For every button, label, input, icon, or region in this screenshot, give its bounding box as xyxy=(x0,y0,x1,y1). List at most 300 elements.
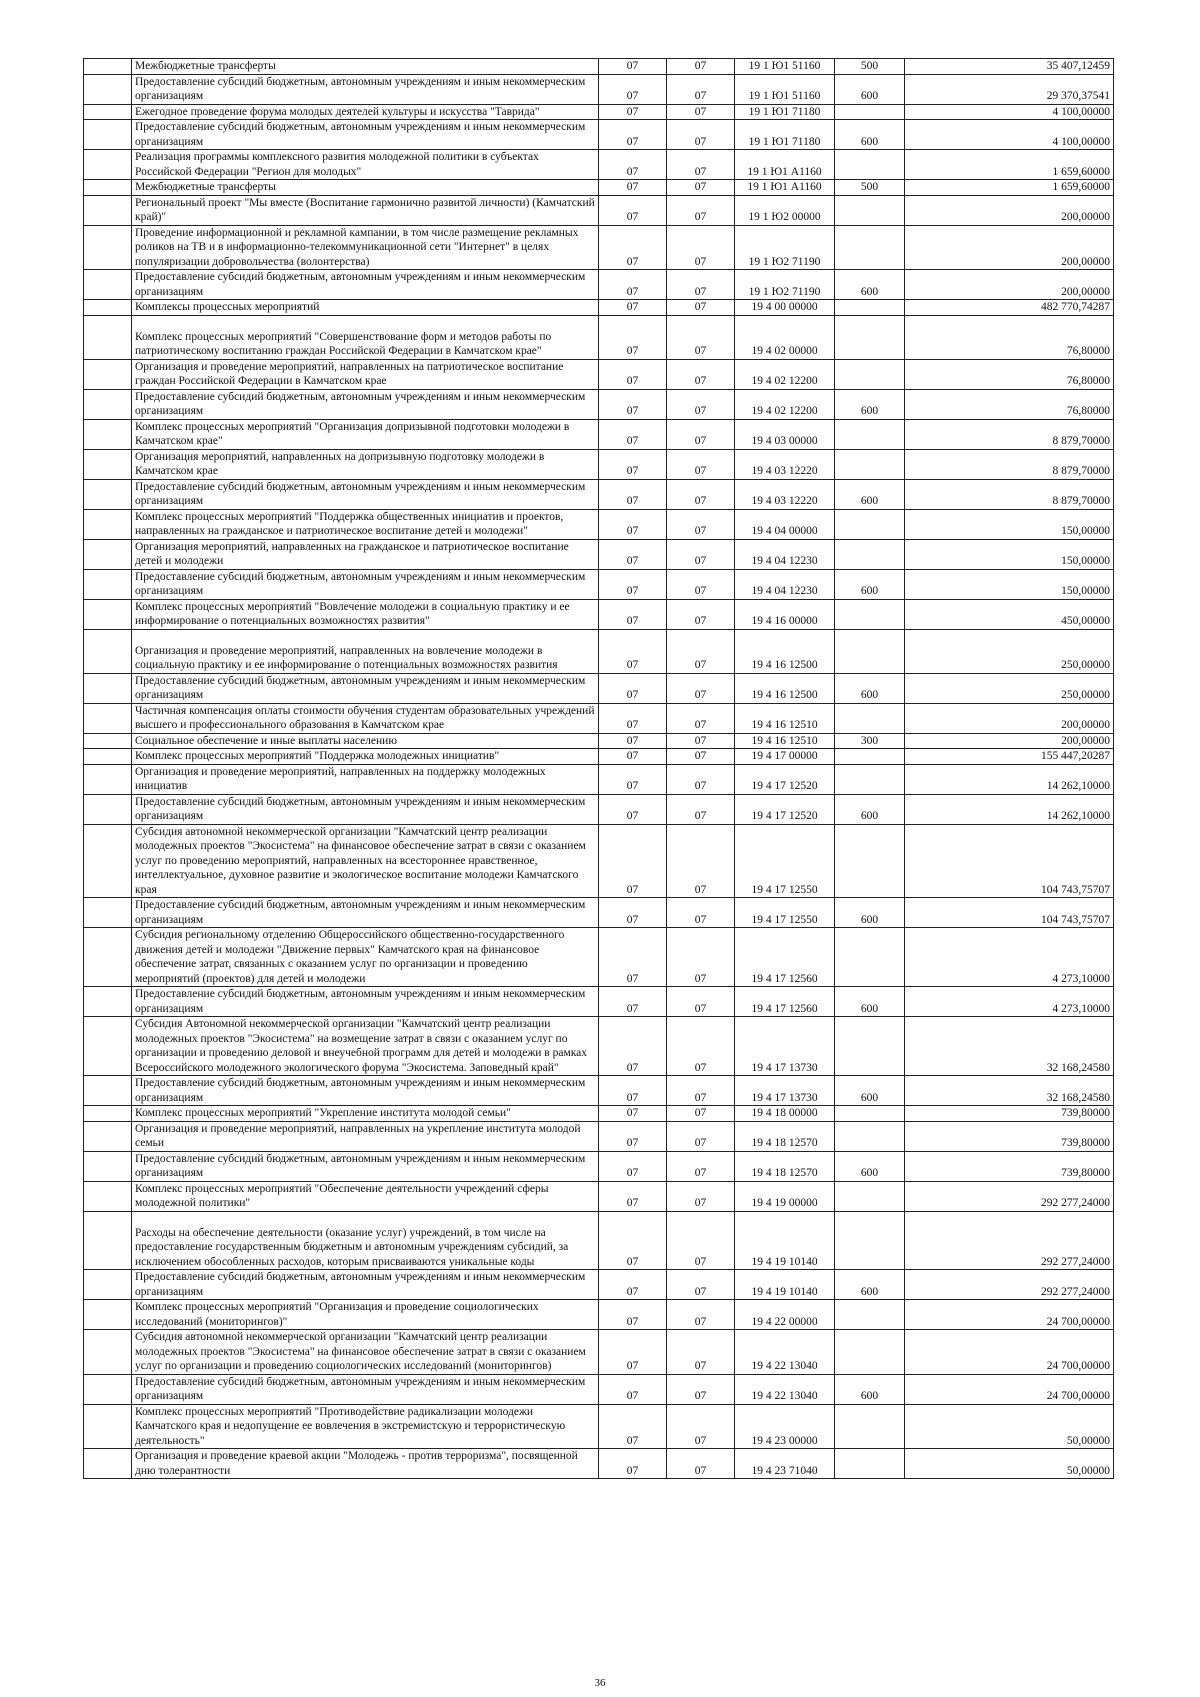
row-amount-cell: 4 100,00000 xyxy=(905,104,1114,120)
row-section-cell: 07 xyxy=(599,1404,667,1449)
row-blank-cell xyxy=(84,749,132,765)
row-expense-type-cell xyxy=(835,300,905,316)
row-amount-cell: 4 100,00000 xyxy=(905,120,1114,150)
table-row xyxy=(84,479,1114,509)
row-expense-type-cell xyxy=(835,1121,905,1151)
row-target-article-cell: 19 4 04 00000 xyxy=(735,509,835,539)
table-row xyxy=(84,300,1114,316)
row-name-cell: Предоставление субсидий бюджетным, автономным учреждениям и иным некоммерческим организациям xyxy=(132,270,599,300)
table-row xyxy=(84,270,1114,300)
row-blank-cell xyxy=(84,509,132,539)
row-subsection-cell: 07 xyxy=(667,764,735,794)
row-target-article-cell: 19 4 23 00000 xyxy=(735,1404,835,1449)
row-section-cell: 07 xyxy=(599,180,667,196)
row-section-cell: 07 xyxy=(599,794,667,824)
row-name-cell: Комплекс процессных мероприятий "Поддержка молодежных инициатив" xyxy=(132,749,599,765)
row-subsection-cell: 07 xyxy=(667,599,735,629)
row-subsection-cell: 07 xyxy=(667,928,735,987)
row-subsection-cell: 07 xyxy=(667,225,735,270)
row-subsection-cell: 07 xyxy=(667,898,735,928)
row-section-cell: 07 xyxy=(599,359,667,389)
row-blank-cell xyxy=(84,1151,132,1181)
row-amount-cell: 482 770,74287 xyxy=(905,300,1114,316)
row-section-cell: 07 xyxy=(599,150,667,180)
row-amount-cell: 292 277,24000 xyxy=(905,1211,1114,1270)
row-section-cell: 07 xyxy=(599,629,667,673)
table-row xyxy=(84,150,1114,180)
row-name-cell: Предоставление субсидий бюджетным, автономным учреждениям и иным некоммерческим организациям xyxy=(132,1151,599,1181)
row-target-article-cell: 19 4 17 12560 xyxy=(735,987,835,1017)
row-section-cell: 07 xyxy=(599,1300,667,1330)
row-subsection-cell: 07 xyxy=(667,1404,735,1449)
row-blank-cell xyxy=(84,180,132,196)
table-row xyxy=(84,733,1114,749)
row-amount-cell: 24 700,00000 xyxy=(905,1300,1114,1330)
row-expense-type-cell xyxy=(835,195,905,225)
table-row xyxy=(84,195,1114,225)
row-subsection-cell: 07 xyxy=(667,539,735,569)
row-blank-cell xyxy=(84,59,132,75)
row-expense-type-cell xyxy=(835,150,905,180)
row-target-article-cell: 19 4 22 13040 xyxy=(735,1374,835,1404)
row-name-cell: Социальное обеспечение и иные выплаты населению xyxy=(132,733,599,749)
row-target-article-cell: 19 4 19 10140 xyxy=(735,1211,835,1270)
budget-table xyxy=(83,58,1114,1479)
row-name-cell: Субсидия автономной некоммерческой организации "Камчатский центр реализации молодежных проектов "Экосистема" на финансовое обеспечение затрат в связи с оказанием услуг по проведению мероприятий, направленных на всестороннее нравственное, интеллектуальное, духовное развитие и экологическое воспитание молодежи Камчатского края xyxy=(132,824,599,898)
table-row xyxy=(84,1121,1114,1151)
row-name-cell: Предоставление субсидий бюджетным, автономным учреждениям и иным некоммерческим организациям xyxy=(132,74,599,104)
row-amount-cell: 24 700,00000 xyxy=(905,1330,1114,1375)
row-name-cell: Организация и проведение мероприятий, направленных на поддержку молодежных инициатив xyxy=(132,764,599,794)
table-row xyxy=(84,180,1114,196)
row-expense-type-cell xyxy=(835,539,905,569)
row-name-cell: Предоставление субсидий бюджетным, автономным учреждениям и иным некоммерческим организациям xyxy=(132,569,599,599)
row-section-cell: 07 xyxy=(599,195,667,225)
row-section-cell: 07 xyxy=(599,449,667,479)
row-section-cell: 07 xyxy=(599,824,667,898)
row-subsection-cell: 07 xyxy=(667,315,735,359)
row-target-article-cell: 19 4 03 12220 xyxy=(735,449,835,479)
row-name-cell: Комплекс процессных мероприятий "Совершенствование форм и методов работы по патриотическому воспитанию граждан Российской Федерации в Камчатском крае" xyxy=(132,315,599,359)
row-blank-cell xyxy=(84,673,132,703)
row-expense-type-cell: 600 xyxy=(835,1374,905,1404)
row-subsection-cell: 07 xyxy=(667,300,735,316)
table-row xyxy=(84,987,1114,1017)
row-name-cell: Субсидия автономной некоммерческой организации "Камчатский центр реализации молодежных проектов "Экосистема" на финансовое обеспечение затрат в связи с оказанием услуг по организации и проведению социологических исследований (мониторингов) xyxy=(132,1330,599,1375)
row-amount-cell: 14 262,10000 xyxy=(905,794,1114,824)
row-target-article-cell: 19 4 04 12230 xyxy=(735,569,835,599)
row-name-cell: Предоставление субсидий бюджетным, автономным учреждениям и иным некоммерческим организациям xyxy=(132,673,599,703)
row-subsection-cell: 07 xyxy=(667,1017,735,1076)
row-expense-type-cell xyxy=(835,104,905,120)
table-row xyxy=(84,1106,1114,1122)
row-subsection-cell: 07 xyxy=(667,270,735,300)
row-target-article-cell: 19 4 18 12570 xyxy=(735,1121,835,1151)
row-target-article-cell: 19 4 18 00000 xyxy=(735,1106,835,1122)
row-subsection-cell: 07 xyxy=(667,1374,735,1404)
table-row xyxy=(84,509,1114,539)
row-expense-type-cell xyxy=(835,225,905,270)
row-target-article-cell: 19 4 22 00000 xyxy=(735,1300,835,1330)
table-row xyxy=(84,419,1114,449)
table-row xyxy=(84,794,1114,824)
row-amount-cell: 150,00000 xyxy=(905,569,1114,599)
row-amount-cell: 150,00000 xyxy=(905,509,1114,539)
row-subsection-cell: 07 xyxy=(667,629,735,673)
row-expense-type-cell: 600 xyxy=(835,987,905,1017)
row-section-cell: 07 xyxy=(599,987,667,1017)
row-name-cell: Межбюджетные трансферты xyxy=(132,180,599,196)
row-expense-type-cell: 600 xyxy=(835,673,905,703)
row-name-cell: Организация и проведение мероприятий, направленных на укрепление института молодой семьи xyxy=(132,1121,599,1151)
row-amount-cell: 50,00000 xyxy=(905,1449,1114,1479)
row-target-article-cell: 19 4 16 12510 xyxy=(735,733,835,749)
row-name-cell: Организация и проведение мероприятий, направленных на вовлечение молодежи в социальную практику и ее информирование о потенциальных возможностях развития xyxy=(132,629,599,673)
row-subsection-cell: 07 xyxy=(667,569,735,599)
row-subsection-cell: 07 xyxy=(667,195,735,225)
row-subsection-cell: 07 xyxy=(667,1270,735,1300)
row-subsection-cell: 07 xyxy=(667,509,735,539)
table-row xyxy=(84,74,1114,104)
row-amount-cell: 14 262,10000 xyxy=(905,764,1114,794)
row-amount-cell: 32 168,24580 xyxy=(905,1076,1114,1106)
table-row xyxy=(84,824,1114,898)
row-name-cell: Организация и проведение краевой акции "Молодежь - против терроризма", посвященной дню толерантности xyxy=(132,1449,599,1479)
row-blank-cell xyxy=(84,479,132,509)
row-subsection-cell: 07 xyxy=(667,1211,735,1270)
row-blank-cell xyxy=(84,300,132,316)
row-section-cell: 07 xyxy=(599,928,667,987)
page-number: 36 xyxy=(594,1677,606,1689)
row-subsection-cell: 07 xyxy=(667,120,735,150)
table-row xyxy=(84,225,1114,270)
table-row xyxy=(84,1374,1114,1404)
row-target-article-cell: 19 4 03 12220 xyxy=(735,479,835,509)
row-expense-type-cell xyxy=(835,315,905,359)
row-section-cell: 07 xyxy=(599,120,667,150)
row-name-cell: Предоставление субсидий бюджетным, автономным учреждениям и иным некоммерческим организациям xyxy=(132,794,599,824)
row-name-cell: Организация мероприятий, направленных на гражданское и патриотическое воспитание детей и молодежи xyxy=(132,539,599,569)
row-name-cell: Предоставление субсидий бюджетным, автономным учреждениям и иным некоммерческим организациям xyxy=(132,987,599,1017)
row-amount-cell: 292 277,24000 xyxy=(905,1181,1114,1211)
row-section-cell: 07 xyxy=(599,419,667,449)
row-name-cell: Региональный проект "Мы вместе (Воспитание гармонично развитой личности) (Камчатский край)" xyxy=(132,195,599,225)
table-row xyxy=(84,1017,1114,1076)
row-expense-type-cell xyxy=(835,1300,905,1330)
row-amount-cell: 292 277,24000 xyxy=(905,1270,1114,1300)
row-expense-type-cell: 600 xyxy=(835,1076,905,1106)
table-row xyxy=(84,1270,1114,1300)
row-name-cell: Межбюджетные трансферты xyxy=(132,59,599,75)
row-blank-cell xyxy=(84,987,132,1017)
row-blank-cell xyxy=(84,1106,132,1122)
row-name-cell: Комплекс процессных мероприятий "Поддержка общественных инициатив и проектов, направленных на гражданское и патриотическое воспитание детей и молодежи" xyxy=(132,509,599,539)
row-section-cell: 07 xyxy=(599,733,667,749)
table-row xyxy=(84,1211,1114,1270)
row-subsection-cell: 07 xyxy=(667,479,735,509)
row-expense-type-cell: 600 xyxy=(835,120,905,150)
row-subsection-cell: 07 xyxy=(667,673,735,703)
row-amount-cell: 8 879,70000 xyxy=(905,479,1114,509)
row-blank-cell xyxy=(84,1121,132,1151)
row-section-cell: 07 xyxy=(599,104,667,120)
row-section-cell: 07 xyxy=(599,749,667,765)
row-target-article-cell: 19 4 17 12560 xyxy=(735,928,835,987)
row-amount-cell: 739,80000 xyxy=(905,1106,1114,1122)
table-row xyxy=(84,1151,1114,1181)
row-blank-cell xyxy=(84,389,132,419)
row-subsection-cell: 07 xyxy=(667,1121,735,1151)
row-name-cell: Организация и проведение мероприятий, направленных на патриотическое воспитание граждан Российской Федерации в Камчатском крае xyxy=(132,359,599,389)
table-row xyxy=(84,59,1114,75)
row-target-article-cell: 19 4 17 13730 xyxy=(735,1017,835,1076)
row-expense-type-cell xyxy=(835,1106,905,1122)
row-expense-type-cell xyxy=(835,1330,905,1375)
row-subsection-cell: 07 xyxy=(667,59,735,75)
row-amount-cell: 200,00000 xyxy=(905,225,1114,270)
table-row xyxy=(84,1330,1114,1375)
row-amount-cell: 8 879,70000 xyxy=(905,419,1114,449)
table-row xyxy=(84,104,1114,120)
row-blank-cell xyxy=(84,569,132,599)
row-target-article-cell: 19 4 16 00000 xyxy=(735,599,835,629)
row-blank-cell xyxy=(84,1017,132,1076)
row-name-cell: Комплекс процессных мероприятий "Противодействие радикализации молодежи Камчатского края и недопущение ее вовлечения в экстремистскую и террористическую деятельность" xyxy=(132,1404,599,1449)
row-name-cell: Проведение информационной и рекламной кампании, в том числе размещение рекламных роликов на ТВ и в информационно-телекоммуникационной сети "Интернет" в целях популяризации добровольчества (волонтерства) xyxy=(132,225,599,270)
row-section-cell: 07 xyxy=(599,315,667,359)
row-target-article-cell: 19 4 16 12500 xyxy=(735,673,835,703)
row-subsection-cell: 07 xyxy=(667,703,735,733)
row-blank-cell xyxy=(84,824,132,898)
row-target-article-cell: 19 4 02 12200 xyxy=(735,359,835,389)
row-name-cell: Предоставление субсидий бюджетным, автономным учреждениям и иным некоммерческим организациям xyxy=(132,1270,599,1300)
row-name-cell: Предоставление субсидий бюджетным, автономным учреждениям и иным некоммерческим организациям xyxy=(132,389,599,419)
row-section-cell: 07 xyxy=(599,1449,667,1479)
row-name-cell: Комплекс процессных мероприятий "Организация и проведение социологических исследований (мониторингов)" xyxy=(132,1300,599,1330)
row-subsection-cell: 07 xyxy=(667,1151,735,1181)
row-subsection-cell: 07 xyxy=(667,749,735,765)
table-row xyxy=(84,315,1114,359)
row-amount-cell: 4 273,10000 xyxy=(905,987,1114,1017)
row-section-cell: 07 xyxy=(599,1181,667,1211)
row-blank-cell xyxy=(84,104,132,120)
table-row xyxy=(84,749,1114,765)
row-amount-cell: 1 659,60000 xyxy=(905,180,1114,196)
row-name-cell: Организация мероприятий, направленных на допризывную подготовку молодежи в Камчатском крае xyxy=(132,449,599,479)
row-target-article-cell: 19 1 Ю1 51160 xyxy=(735,59,835,75)
row-target-article-cell: 19 1 Ю1 71180 xyxy=(735,120,835,150)
row-target-article-cell: 19 4 22 13040 xyxy=(735,1330,835,1375)
row-amount-cell: 50,00000 xyxy=(905,1404,1114,1449)
row-blank-cell xyxy=(84,195,132,225)
table-row xyxy=(84,703,1114,733)
table-row xyxy=(84,1449,1114,1479)
row-name-cell: Предоставление субсидий бюджетным, автономным учреждениям и иным некоммерческим организациям xyxy=(132,479,599,509)
row-name-cell: Субсидия региональному отделению Общероссийского общественно-государственного движения детей и молодежи "Движение первых" Камчатского края на финансовое обеспечение затрат, связанных с оказанием услуг по организации и проведению мероприятий (проектов) для детей и молодежи xyxy=(132,928,599,987)
row-amount-cell: 76,80000 xyxy=(905,359,1114,389)
row-name-cell: Комплексы процессных мероприятий xyxy=(132,300,599,316)
row-expense-type-cell: 600 xyxy=(835,479,905,509)
row-blank-cell xyxy=(84,120,132,150)
row-amount-cell: 8 879,70000 xyxy=(905,449,1114,479)
row-name-cell: Ежегодное проведение форума молодых деятелей культуры и искусства "Таврида" xyxy=(132,104,599,120)
row-expense-type-cell xyxy=(835,764,905,794)
table-row xyxy=(84,764,1114,794)
row-expense-type-cell xyxy=(835,928,905,987)
row-amount-cell: 104 743,75707 xyxy=(905,898,1114,928)
table-row xyxy=(84,1076,1114,1106)
row-target-article-cell: 19 1 Ю1 51160 xyxy=(735,74,835,104)
row-section-cell: 07 xyxy=(599,1211,667,1270)
row-section-cell: 07 xyxy=(599,898,667,928)
row-blank-cell xyxy=(84,1211,132,1270)
table-row xyxy=(84,569,1114,599)
row-amount-cell: 29 370,37541 xyxy=(905,74,1114,104)
row-amount-cell: 200,00000 xyxy=(905,195,1114,225)
row-subsection-cell: 07 xyxy=(667,150,735,180)
row-blank-cell xyxy=(84,150,132,180)
row-section-cell: 07 xyxy=(599,1374,667,1404)
row-expense-type-cell: 600 xyxy=(835,794,905,824)
row-section-cell: 07 xyxy=(599,1270,667,1300)
row-target-article-cell: 19 1 Ю1 А1160 xyxy=(735,180,835,196)
table-row xyxy=(84,629,1114,673)
row-name-cell: Субсидия Автономной некоммерческой организации "Камчатский центр реализации молодежных проектов "Экосистема" на возмещение затрат в связи с оказанием услуг по организации и проведению деловой и внеучебной программ для детей и молодежи в рамках Всероссийского молодежного экологического форума "Экосистема. Заповедный край" xyxy=(132,1017,599,1076)
row-amount-cell: 32 168,24580 xyxy=(905,1017,1114,1076)
row-expense-type-cell xyxy=(835,599,905,629)
row-name-cell: Комплекс процессных мероприятий "Вовлечение молодежи в социальную практику и ее информирование о потенциальных возможностях развития" xyxy=(132,599,599,629)
row-blank-cell xyxy=(84,359,132,389)
row-expense-type-cell: 600 xyxy=(835,1270,905,1300)
row-amount-cell: 1 659,60000 xyxy=(905,150,1114,180)
table-row xyxy=(84,389,1114,419)
row-subsection-cell: 07 xyxy=(667,1076,735,1106)
row-amount-cell: 200,00000 xyxy=(905,270,1114,300)
row-target-article-cell: 19 4 16 12500 xyxy=(735,629,835,673)
row-name-cell: Частичная компенсация оплаты стоимости обучения студентам образовательных учреждений высшего и профессионального образования в Камчатском крае xyxy=(132,703,599,733)
row-subsection-cell: 07 xyxy=(667,74,735,104)
row-target-article-cell: 19 4 19 00000 xyxy=(735,1181,835,1211)
row-blank-cell xyxy=(84,539,132,569)
row-target-article-cell: 19 4 17 12520 xyxy=(735,764,835,794)
row-target-article-cell: 19 4 17 00000 xyxy=(735,749,835,765)
row-target-article-cell: 19 4 23 71040 xyxy=(735,1449,835,1479)
row-expense-type-cell: 500 xyxy=(835,180,905,196)
row-target-article-cell: 19 4 03 00000 xyxy=(735,419,835,449)
row-blank-cell xyxy=(84,898,132,928)
table-row xyxy=(84,898,1114,928)
row-target-article-cell: 19 4 16 12510 xyxy=(735,703,835,733)
row-section-cell: 07 xyxy=(599,1151,667,1181)
row-target-article-cell: 19 4 17 12550 xyxy=(735,824,835,898)
row-blank-cell xyxy=(84,764,132,794)
row-blank-cell xyxy=(84,449,132,479)
row-target-article-cell: 19 4 00 00000 xyxy=(735,300,835,316)
row-expense-type-cell xyxy=(835,1404,905,1449)
table-row xyxy=(84,1300,1114,1330)
table-row xyxy=(84,120,1114,150)
row-amount-cell: 739,80000 xyxy=(905,1121,1114,1151)
row-target-article-cell: 19 4 02 12200 xyxy=(735,389,835,419)
row-expense-type-cell xyxy=(835,1211,905,1270)
row-section-cell: 07 xyxy=(599,764,667,794)
row-blank-cell xyxy=(84,928,132,987)
row-section-cell: 07 xyxy=(599,509,667,539)
row-target-article-cell: 19 4 02 00000 xyxy=(735,315,835,359)
row-subsection-cell: 07 xyxy=(667,389,735,419)
row-amount-cell: 250,00000 xyxy=(905,629,1114,673)
row-section-cell: 07 xyxy=(599,300,667,316)
row-expense-type-cell xyxy=(835,419,905,449)
row-section-cell: 07 xyxy=(599,389,667,419)
row-blank-cell xyxy=(84,1404,132,1449)
row-amount-cell: 250,00000 xyxy=(905,673,1114,703)
row-blank-cell xyxy=(84,1181,132,1211)
row-blank-cell xyxy=(84,794,132,824)
row-target-article-cell: 19 4 19 10140 xyxy=(735,1270,835,1300)
row-target-article-cell: 19 4 18 12570 xyxy=(735,1151,835,1181)
row-section-cell: 07 xyxy=(599,1076,667,1106)
row-expense-type-cell: 600 xyxy=(835,270,905,300)
row-section-cell: 07 xyxy=(599,599,667,629)
table-row xyxy=(84,449,1114,479)
row-section-cell: 07 xyxy=(599,59,667,75)
row-name-cell: Комплекс процессных мероприятий "Обеспечение деятельности учреждений сферы молодежной политики" xyxy=(132,1181,599,1211)
row-name-cell: Предоставление субсидий бюджетным, автономным учреждениям и иным некоммерческим организациям xyxy=(132,898,599,928)
row-target-article-cell: 19 4 17 12520 xyxy=(735,794,835,824)
row-expense-type-cell: 600 xyxy=(835,569,905,599)
row-amount-cell: 155 447,20287 xyxy=(905,749,1114,765)
row-blank-cell xyxy=(84,1270,132,1300)
row-subsection-cell: 07 xyxy=(667,1106,735,1122)
row-subsection-cell: 07 xyxy=(667,1300,735,1330)
row-target-article-cell: 19 4 17 12550 xyxy=(735,898,835,928)
row-expense-type-cell xyxy=(835,824,905,898)
row-section-cell: 07 xyxy=(599,225,667,270)
row-amount-cell: 450,00000 xyxy=(905,599,1114,629)
row-blank-cell xyxy=(84,1076,132,1106)
row-target-article-cell: 19 4 04 12230 xyxy=(735,539,835,569)
row-amount-cell: 35 407,12459 xyxy=(905,59,1114,75)
row-subsection-cell: 07 xyxy=(667,824,735,898)
row-expense-type-cell xyxy=(835,449,905,479)
row-subsection-cell: 07 xyxy=(667,1330,735,1375)
row-subsection-cell: 07 xyxy=(667,359,735,389)
row-section-cell: 07 xyxy=(599,539,667,569)
row-section-cell: 07 xyxy=(599,1106,667,1122)
table-row xyxy=(84,1181,1114,1211)
row-expense-type-cell: 600 xyxy=(835,389,905,419)
row-name-cell: Расходы на обеспечение деятельности (оказание услуг) учреждений, в том числе на предоставление государственным бюджетным и автономным учреждениям субсидий, за исключением обособленных расходов, которым присваиваются уникальные коды xyxy=(132,1211,599,1270)
row-expense-type-cell xyxy=(835,359,905,389)
row-subsection-cell: 07 xyxy=(667,449,735,479)
row-name-cell: Предоставление субсидий бюджетным, автономным учреждениям и иным некоммерческим организациям xyxy=(132,1076,599,1106)
row-section-cell: 07 xyxy=(599,569,667,599)
table-row xyxy=(84,539,1114,569)
row-section-cell: 07 xyxy=(599,1121,667,1151)
row-section-cell: 07 xyxy=(599,703,667,733)
row-blank-cell xyxy=(84,74,132,104)
table-row xyxy=(84,359,1114,389)
row-section-cell: 07 xyxy=(599,479,667,509)
row-expense-type-cell xyxy=(835,509,905,539)
row-target-article-cell: 19 1 Ю2 71190 xyxy=(735,270,835,300)
row-blank-cell xyxy=(84,419,132,449)
row-amount-cell: 200,00000 xyxy=(905,703,1114,733)
row-target-article-cell: 19 1 Ю1 А1160 xyxy=(735,150,835,180)
row-expense-type-cell xyxy=(835,1449,905,1479)
row-blank-cell xyxy=(84,1449,132,1479)
